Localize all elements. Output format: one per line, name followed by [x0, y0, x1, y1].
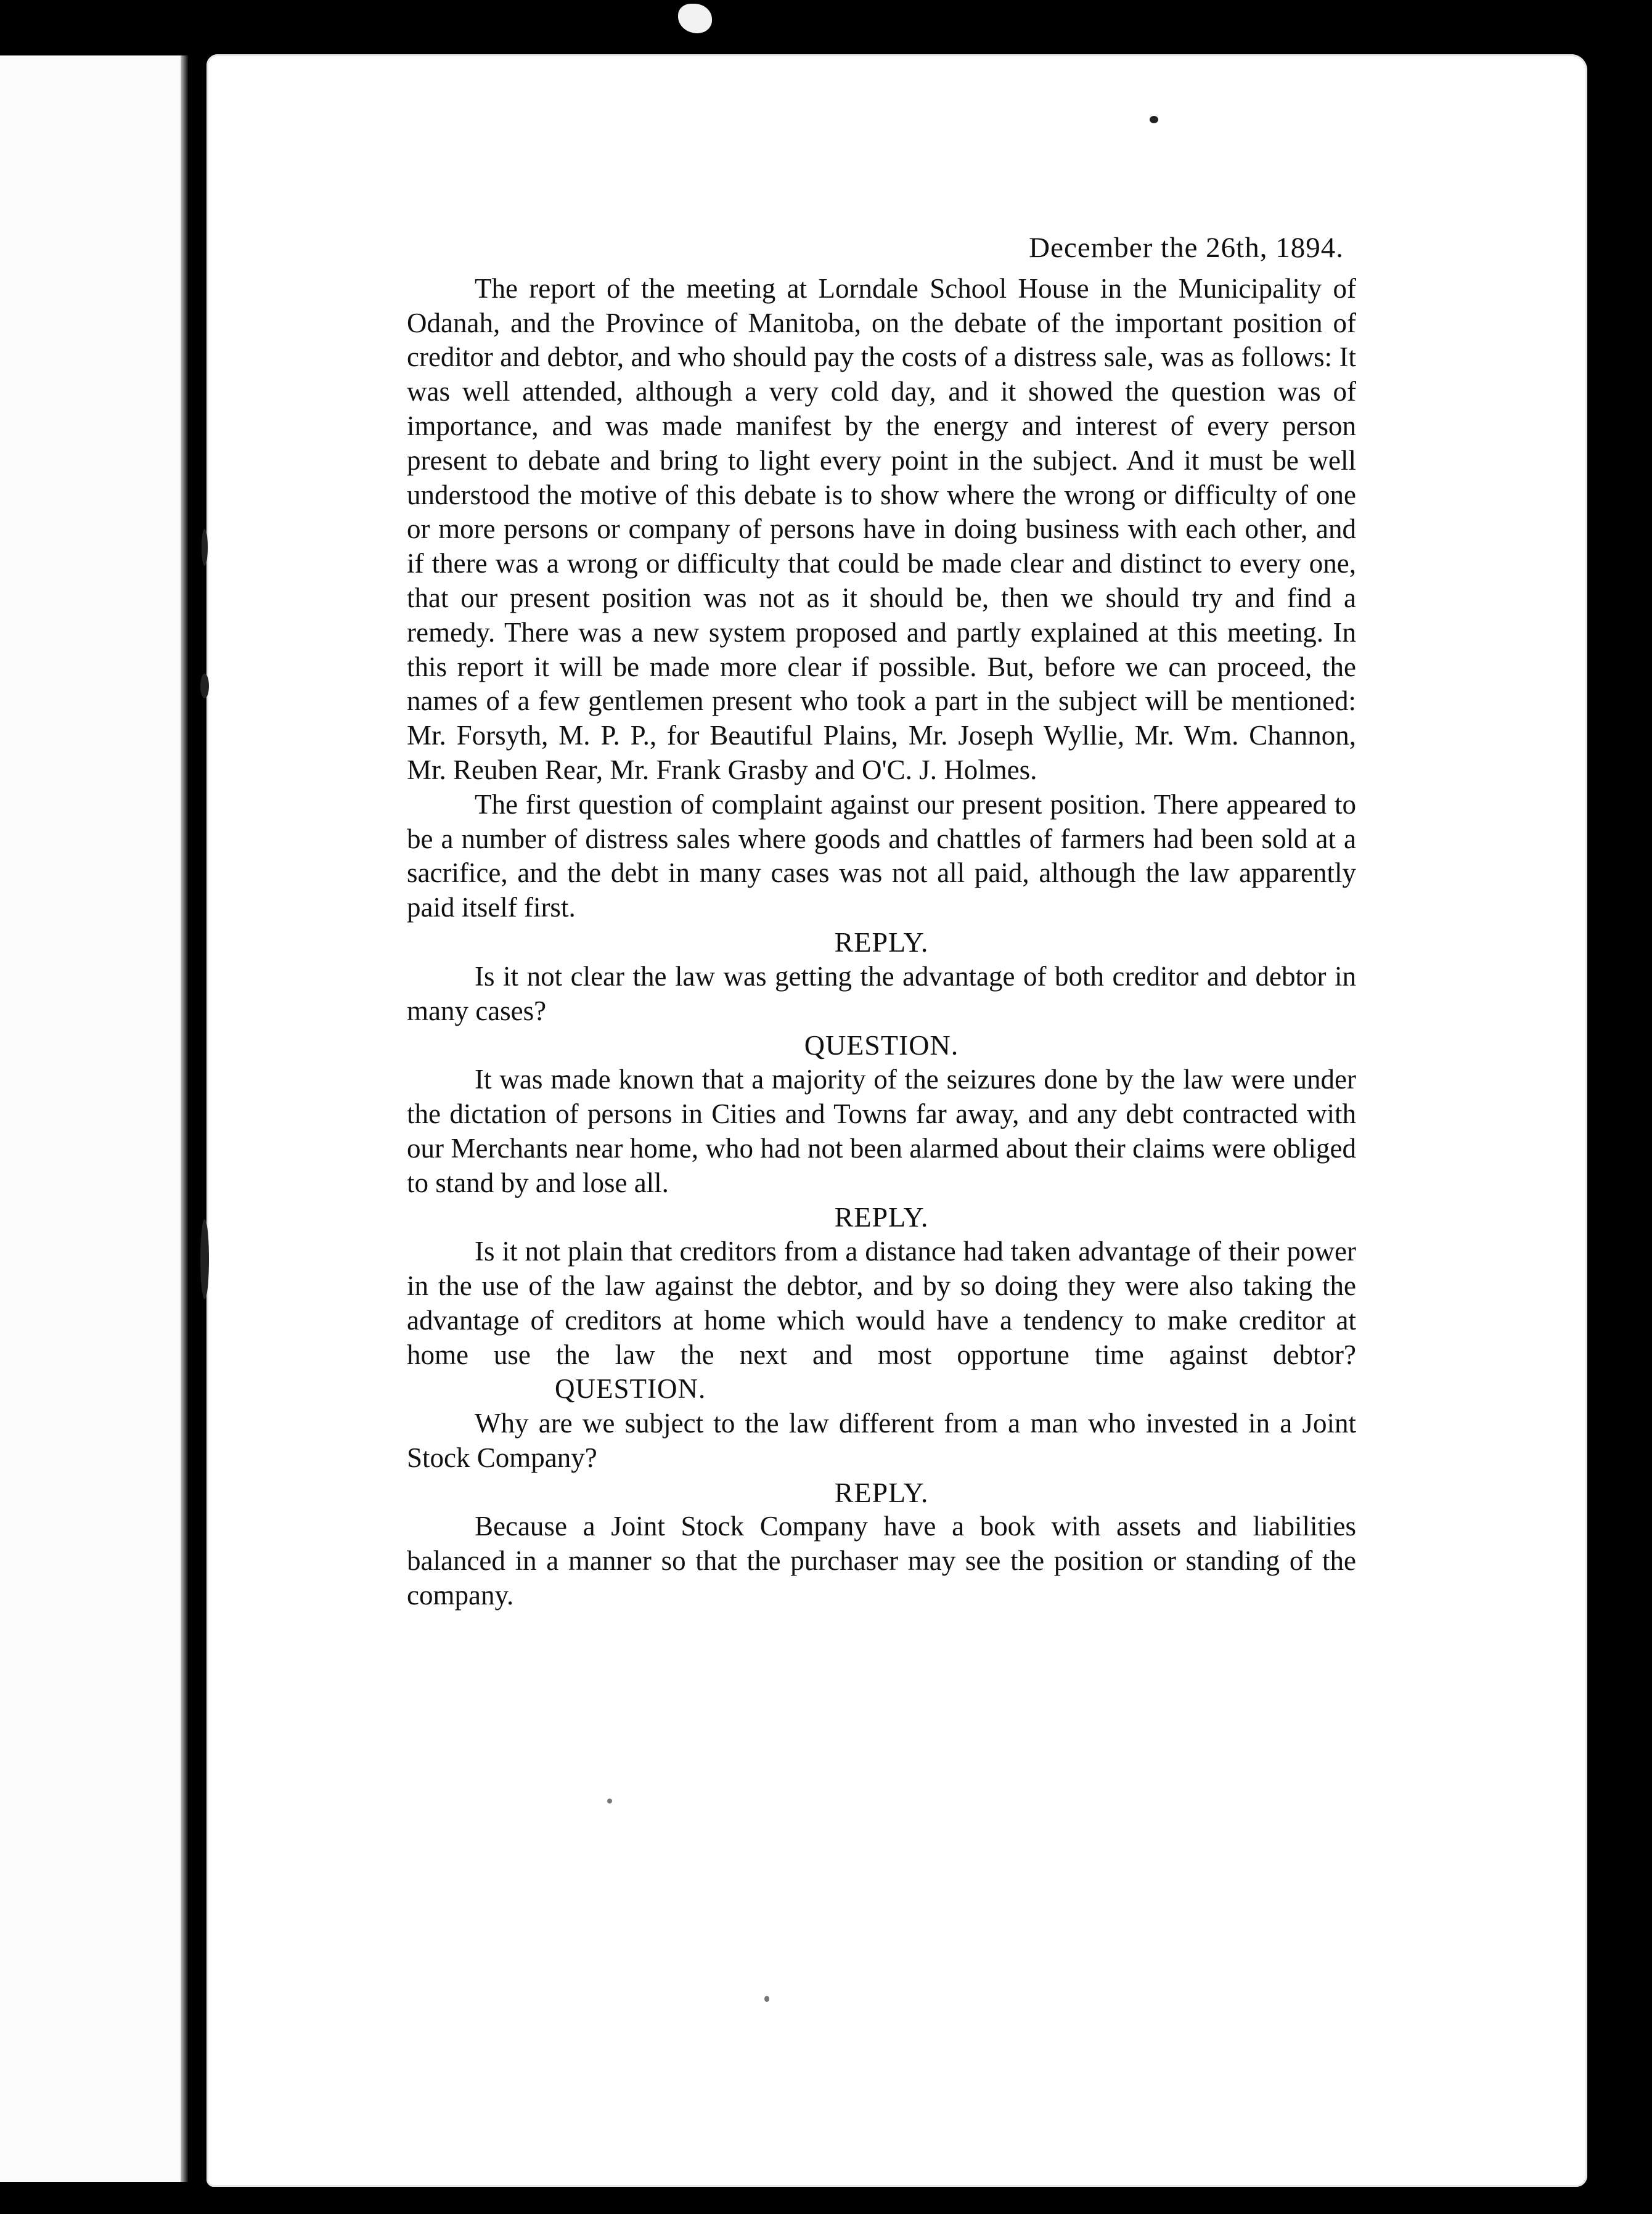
- ink-speck: [607, 1799, 612, 1803]
- body-paragraph: It was made known that a majority of the seizures done by the law were under the dictation of persons in Cities and Towns far away, and any debt contracted with our Merchants near home, who had not been alarmed about their claims were obliged to stand by and lose all.: [407, 1064, 1356, 1198]
- body-paragraph: The report of the meeting at Lorndale School House in the Municipality of Odanah, and the Province of Manitoba, on the debate of the important position of creditor and debtor, and who should pay the costs of a distress sale, was as follows: It was well attended, although a very cold day, and it showed the question was of importance, and was made manifest by the energy and interest of every person present to debate and bring to light every point in the subject. And it must be well understood the motive of this debate is to show where the wrong or difficulty of one or more persons or company of persons have in doing business with each other, and if there was a wrong or difficulty that could be made clear and distinct to every one, that our present position was not as it should be, then we should try and find a remedy. There was a new system proposed and partly explained at this meeting. In this report it will be made more clear if possible. But, before we can proceed, the names of a few gentlemen present who took a part in the subject will be mentioned: Mr. Forsyth, M. P. P., for Beautiful Plains, Mr. Joseph Wyllie, Mr. Wm. Channon, Mr. Reuben Rear, Mr. Frank Grasby and O'C. J. Holmes.: [407, 272, 1356, 785]
- section-heading: QUESTION.: [555, 1373, 706, 1405]
- body-paragraph: The first question of complaint against our present position. There appeared to be a number of distress sales where goods and chattles of farmers had been sold at a sacrifice, and the debt in many cases was not all paid, although the law apparently paid itself first.: [407, 788, 1356, 923]
- facing-page-edge: [0, 55, 188, 2182]
- section-heading: REPLY.: [834, 1201, 929, 1233]
- body-paragraph: Why are we subject to the law different from a man who invested in a Joint Stock Company?: [407, 1408, 1356, 1473]
- date-line: December the 26th, 1894.: [1029, 232, 1344, 264]
- body-paragraph: [407, 1235, 1356, 1407]
- ink-blot-mark: [678, 4, 712, 33]
- binding-stitch-mark: [200, 1219, 209, 1299]
- binding-gutter: [181, 55, 188, 2182]
- section-heading: REPLY.: [834, 1476, 929, 1508]
- paragraph-text: Is it not plain that creditors from a distance had taken advantage of their power in the use of the law against the debtor, and by so doing they were also taking the advantage of creditors at home which would have a tendency to make creditor at home use the law the next and most opportune time against debtor?: [407, 1236, 1356, 1370]
- ink-speck: [1150, 116, 1158, 123]
- body-paragraph: Is it not clear the law was getting the advantage of both creditor and debtor in many cases?: [407, 960, 1356, 1026]
- binding-stitch-mark: [202, 529, 208, 566]
- body-paragraph: Because a Joint Stock Company have a book with assets and liabilities balanced in a manner so that the purchaser may see the position or standing of the company.: [407, 1511, 1356, 1611]
- ink-speck: [764, 1996, 769, 2002]
- document-text: [407, 231, 1356, 1613]
- section-heading: QUESTION.: [804, 1029, 959, 1061]
- binding-stitch-mark: [200, 674, 209, 698]
- section-heading: REPLY.: [834, 926, 929, 958]
